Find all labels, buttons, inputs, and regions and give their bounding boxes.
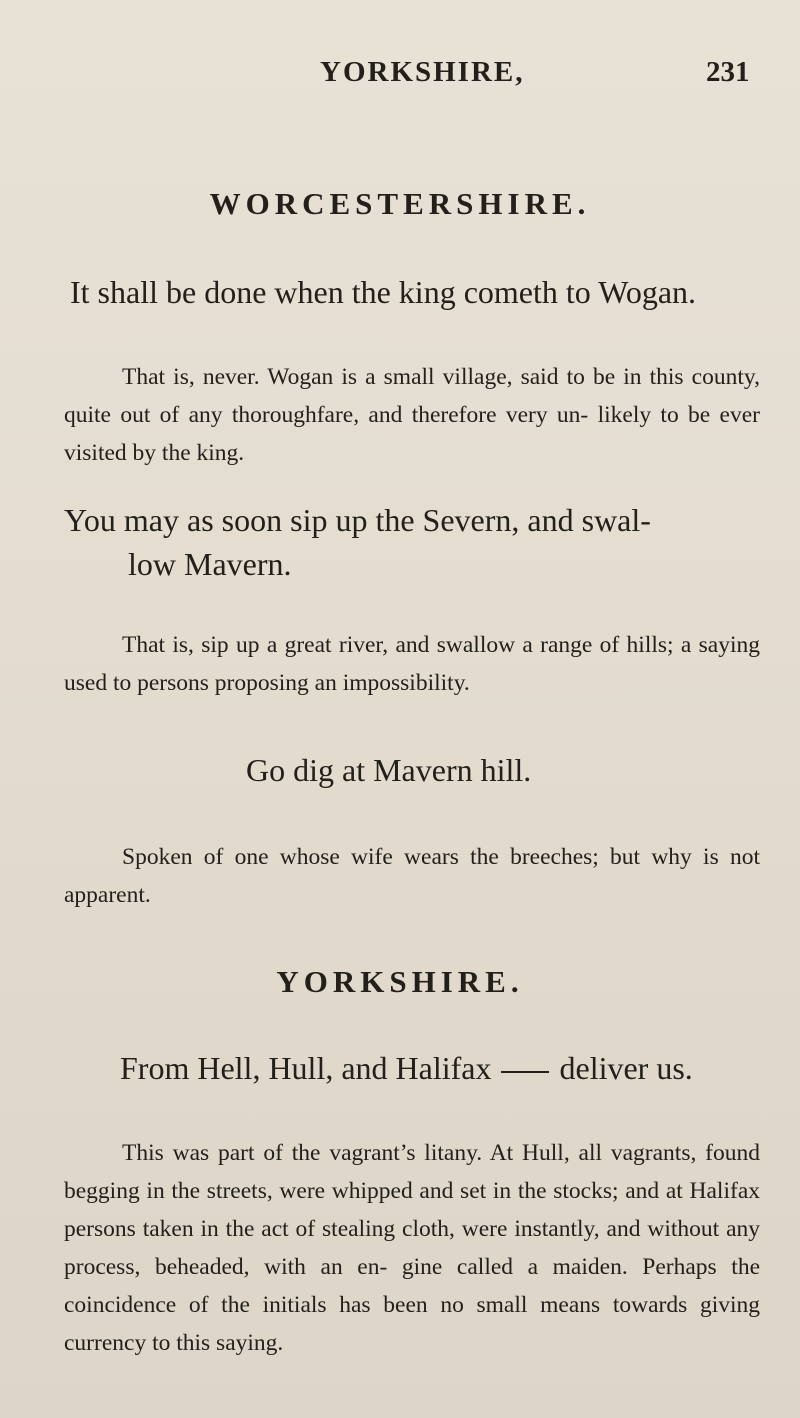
proverb-hell-hull-halifax-part-1: From Hell, Hull, and Halifax [120, 1050, 492, 1086]
proverb-wogan: It shall be done when the king cometh to Wogan. [70, 274, 697, 310]
em-dash-rule [501, 1071, 549, 1073]
page-number: 231 [706, 56, 750, 88]
note-severn-text: That is, sip up a great river, and swallow a range of hills; a saying used to persons proposing an impossibility. [64, 632, 760, 696]
proverb-severn-line-2: low Mavern. [128, 546, 292, 582]
proverb-severn-line-1: You may as soon sip up the Severn, and swal- [64, 502, 651, 538]
note-mavern-hill-text: Spoken of one whose wife wears the breeches; but why is not apparent. [64, 844, 760, 908]
note-mavern-hill [64, 838, 760, 914]
section-heading-yorkshire: YORKSHIRE. [276, 964, 524, 999]
proverb-hell-hull-halifax [120, 1046, 693, 1090]
note-hell-hull-halifax [64, 1134, 760, 1362]
section-heading-worcestershire: WORCESTERSHIRE. [209, 186, 591, 221]
running-title: YORKSHIRE, [320, 56, 525, 88]
proverb-hell-hull-halifax-part-2: deliver us. [559, 1050, 693, 1086]
note-severn [64, 626, 760, 702]
note-wogan-text: That is, never. Wogan is a small village, said to be in this county, quite out of any thoroughfare, and therefore very un- likely to be ever visited by the king. [64, 364, 760, 466]
proverb-mavern-hill: Go dig at Mavern hill. [246, 752, 532, 788]
note-wogan [64, 358, 760, 472]
note-hell-hull-halifax-text: This was part of the vagrant’s litany. At Hull, all vagrants, found begging in the streets, were whipped and set in the stocks; and at Halifax persons taken in the act of stealing cloth, were instantly, and without any process, beheaded, with an en- gine called a maiden. Perhaps the coincidence of the initials has been no small means towards giving currency to this saying. [64, 1140, 760, 1356]
running-head [0, 56, 800, 96]
